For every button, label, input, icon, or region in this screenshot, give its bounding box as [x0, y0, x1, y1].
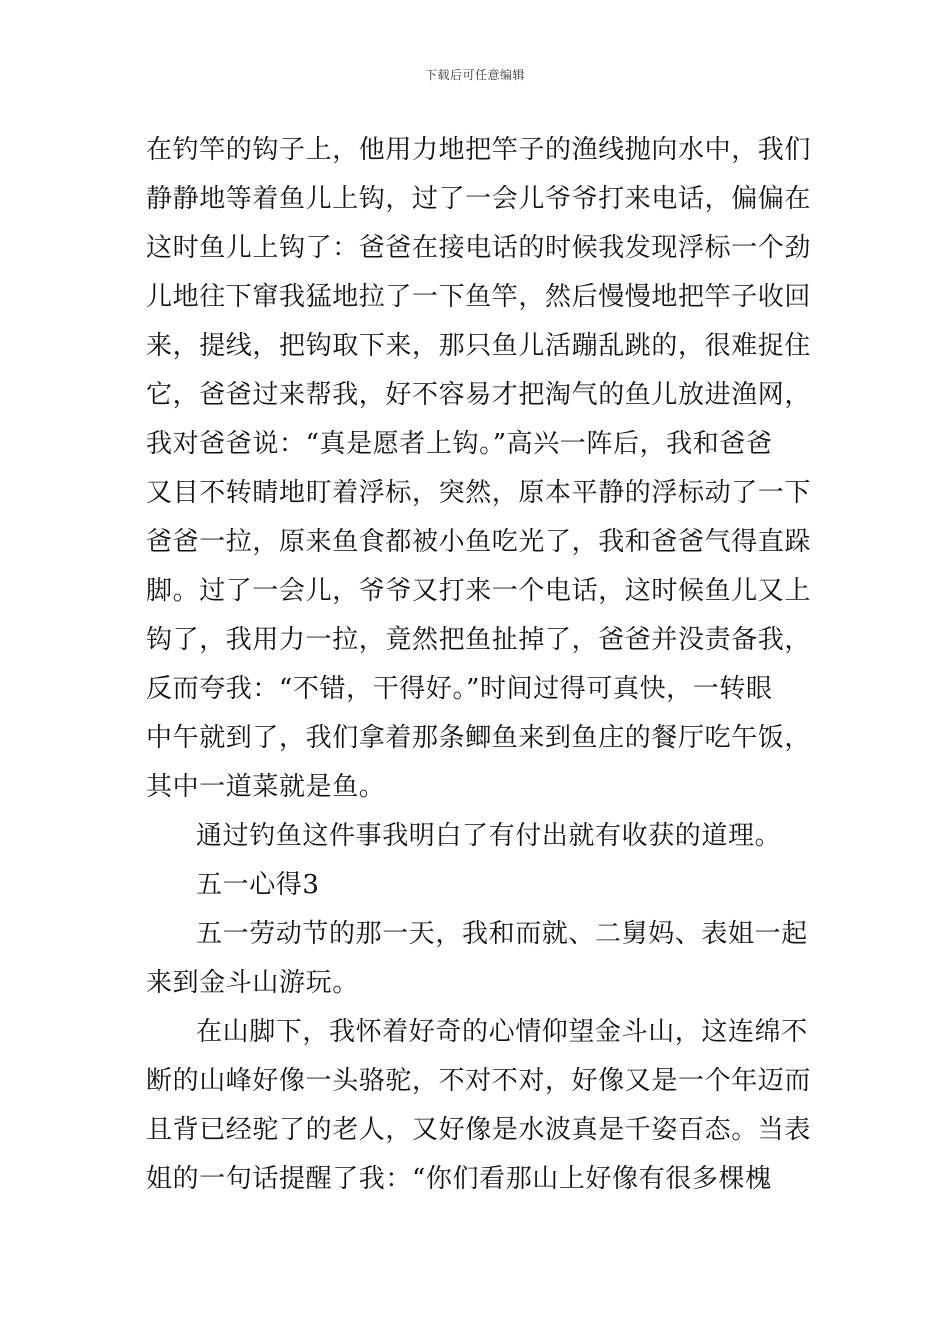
- text-line: 静静地等着鱼儿上钩，过了一会儿爷爷打来电话，偏偏在: [146, 184, 812, 214]
- text-line: 钩了，我用力一拉，竟然把鱼扯掉了，爸爸并没责备我，: [146, 625, 812, 655]
- text-line: 五一劳动节的那一天，我和而就、二舅妈、表姐一起: [196, 919, 808, 949]
- text-line: 爸爸一拉，原来鱼食都被小鱼吃光了，我和爸爸气得直跺: [146, 527, 812, 557]
- text-line: 来，提线，把钩取下来，那只鱼儿活蹦乱跳的，很难捉住: [146, 331, 812, 361]
- text-line: 反而夸我：“不错，干得好。”时间过得可真快，一转眼: [146, 674, 773, 704]
- text-line: 脚。过了一会儿，爷爷又打来一个电话，这时候鱼儿又上: [146, 576, 812, 606]
- text-line: 中午就到了，我们拿着那条鲫鱼来到鱼庄的餐厅吃午饭，: [146, 723, 812, 753]
- document-body: [146, 126, 811, 1204]
- page-header: 下载后可任意编辑: [424, 68, 525, 82]
- text-line: 这时鱼儿上钩了：爸爸在接电话的时候我发现浮标一个劲: [146, 233, 812, 263]
- text-line: 断的山峰好像一头骆驼，不对不对，好像又是一个年迈而: [146, 1066, 812, 1096]
- text-line: 又目不转睛地盯着浮标，突然，原本平静的浮标动了一下: [146, 478, 812, 508]
- paragraph: [146, 812, 811, 861]
- text-line: 儿地往下窜我猛地拉了一下鱼竿，然后慢慢地把竿子收回: [146, 282, 812, 312]
- text-line: 来到金斗山游玩。: [146, 968, 359, 998]
- text-line: 通过钓鱼这件事我明白了有付出就有收获的道理。: [196, 821, 782, 851]
- paragraph: [146, 126, 811, 812]
- text-line: 我对爸爸说：“真是愿者上钩。”高兴一阵后，我和爸爸: [146, 429, 773, 459]
- text-line: 姐的一句话提醒了我：“你们看那山上好像有很多棵槐: [146, 1164, 772, 1194]
- paragraph: [146, 910, 811, 1008]
- text-line: 其中一道菜就是鱼。: [146, 772, 386, 802]
- text-line: 在钓竿的钩子上，他用力地把竿子的渔线抛向水中，我们: [146, 135, 812, 165]
- section-heading: [146, 861, 811, 910]
- text-line: 且背已经驼了的老人，又好像是水波真是千姿百态。当表: [146, 1115, 812, 1145]
- text-line: 它，爸爸过来帮我，好不容易才把淘气的鱼儿放进渔网，: [146, 380, 812, 410]
- paragraph: [146, 1008, 811, 1204]
- heading-line: 五一心得3: [196, 870, 320, 900]
- text-line: 在山脚下，我怀着好奇的心情仰望金斗山，这连绵不: [196, 1017, 808, 1047]
